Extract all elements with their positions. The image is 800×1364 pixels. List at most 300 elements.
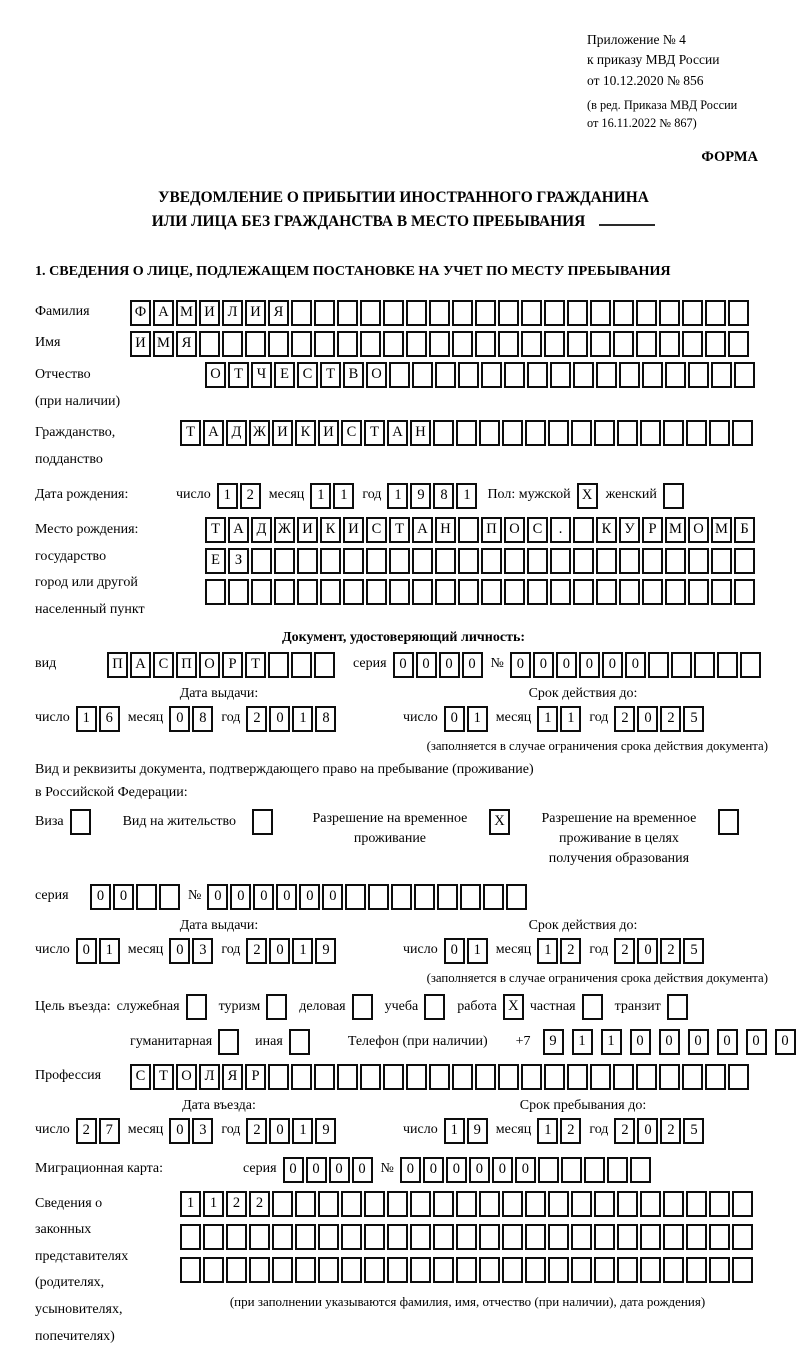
char-cell[interactable]: Д [251,517,272,543]
char-cell[interactable] [671,652,692,678]
char-cell[interactable]: 0 [269,1118,290,1144]
char-cell[interactable] [433,420,454,446]
char-cell[interactable] [272,1224,293,1250]
char-cell[interactable]: 5 [683,706,704,732]
char-cell[interactable] [412,579,433,605]
char-cell[interactable]: 0 [169,706,190,732]
char-cell[interactable] [345,884,366,910]
checkbox-residence-permit[interactable] [252,809,273,835]
char-cell[interactable] [571,1224,592,1250]
char-cell[interactable]: 0 [230,884,251,910]
char-cell[interactable]: . [550,517,571,543]
char-cell[interactable]: С [130,1064,151,1090]
char-cell[interactable] [617,1224,638,1250]
char-cell[interactable] [343,548,364,574]
char-cell[interactable]: О [176,1064,197,1090]
char-cell[interactable]: К [295,420,316,446]
char-cell[interactable]: К [596,517,617,543]
char-cell[interactable] [709,420,730,446]
char-cell[interactable] [481,362,502,388]
char-cell[interactable]: О [205,362,226,388]
char-cell[interactable] [433,1191,454,1217]
char-cell[interactable] [318,1224,339,1250]
char-cell[interactable]: 0 [322,884,343,910]
char-cell[interactable]: 0 [393,652,414,678]
char-cell[interactable] [548,1224,569,1250]
char-cell[interactable] [613,300,634,326]
char-cell[interactable]: 2 [614,938,635,964]
char-cell[interactable] [594,1257,615,1283]
char-cell[interactable] [180,1224,201,1250]
char-cell[interactable]: 8 [315,706,336,732]
char-cell[interactable]: Ф [130,300,151,326]
char-cell[interactable] [226,1224,247,1250]
char-cell[interactable] [479,1257,500,1283]
char-cell[interactable]: 2 [226,1191,247,1217]
char-cell[interactable] [435,548,456,574]
char-cell[interactable] [550,362,571,388]
char-cell[interactable]: 0 [269,938,290,964]
char-cell[interactable] [506,884,527,910]
char-cell[interactable] [665,548,686,574]
char-cell[interactable] [498,1064,519,1090]
char-cell[interactable] [366,579,387,605]
char-cell[interactable] [268,1064,289,1090]
char-cell[interactable]: Т [228,362,249,388]
char-cell[interactable]: 1 [180,1191,201,1217]
char-cell[interactable]: 0 [717,1029,738,1055]
char-cell[interactable] [688,548,709,574]
char-cell[interactable] [414,884,435,910]
char-cell[interactable] [567,300,588,326]
char-cell[interactable] [659,331,680,357]
char-cell[interactable] [596,362,617,388]
char-cell[interactable]: С [527,517,548,543]
char-cell[interactable] [502,1257,523,1283]
char-cell[interactable]: С [341,420,362,446]
char-cell[interactable] [452,331,473,357]
char-cell[interactable] [567,331,588,357]
char-cell[interactable]: Е [205,548,226,574]
char-cell[interactable] [663,1224,684,1250]
char-cell[interactable]: Я [176,331,197,357]
char-cell[interactable] [504,548,525,574]
char-cell[interactable]: М [176,300,197,326]
char-cell[interactable] [663,1191,684,1217]
char-cell[interactable] [548,1191,569,1217]
char-cell[interactable] [479,1191,500,1217]
char-cell[interactable] [383,331,404,357]
char-cell[interactable]: 0 [439,652,460,678]
char-cell[interactable] [728,300,749,326]
char-cell[interactable]: М [153,331,174,357]
char-cell[interactable] [389,362,410,388]
char-cell[interactable] [527,579,548,605]
char-cell[interactable] [571,420,592,446]
char-cell[interactable]: С [366,517,387,543]
char-cell[interactable] [318,1257,339,1283]
char-cell[interactable] [337,300,358,326]
char-cell[interactable] [383,1064,404,1090]
char-cell[interactable] [249,1257,270,1283]
char-cell[interactable]: 7 [99,1118,120,1144]
char-cell[interactable] [686,420,707,446]
char-cell[interactable] [203,1257,224,1283]
char-cell[interactable] [617,1191,638,1217]
char-cell[interactable] [460,884,481,910]
char-cell[interactable]: 1 [467,706,488,732]
char-cell[interactable] [251,548,272,574]
char-cell[interactable] [642,362,663,388]
char-cell[interactable] [636,300,657,326]
char-cell[interactable] [364,1224,385,1250]
char-cell[interactable]: 2 [249,1191,270,1217]
char-cell[interactable] [389,548,410,574]
char-cell[interactable] [521,300,542,326]
char-cell[interactable]: 0 [416,652,437,678]
char-cell[interactable]: М [665,517,686,543]
char-cell[interactable] [640,1224,661,1250]
char-cell[interactable] [387,1224,408,1250]
char-cell[interactable] [295,1257,316,1283]
char-cell[interactable]: 1 [217,483,238,509]
char-cell[interactable]: 0 [515,1157,536,1183]
char-cell[interactable] [550,579,571,605]
char-cell[interactable] [590,1064,611,1090]
char-cell[interactable] [571,1191,592,1217]
checkbox-visa[interactable] [70,809,91,835]
char-cell[interactable]: 9 [410,483,431,509]
char-cell[interactable]: 0 [329,1157,350,1183]
char-cell[interactable] [734,579,755,605]
char-cell[interactable] [732,1191,753,1217]
char-cell[interactable]: А [228,517,249,543]
char-cell[interactable]: А [203,420,224,446]
char-cell[interactable] [498,300,519,326]
char-cell[interactable]: 0 [630,1029,651,1055]
checkbox-female[interactable] [663,483,684,509]
char-cell[interactable]: И [318,420,339,446]
char-cell[interactable]: 9 [315,938,336,964]
char-cell[interactable]: 5 [683,1118,704,1144]
char-cell[interactable]: 0 [625,652,646,678]
char-cell[interactable]: 1 [456,483,477,509]
char-cell[interactable] [617,420,638,446]
char-cell[interactable] [682,300,703,326]
char-cell[interactable] [429,331,450,357]
char-cell[interactable] [364,1257,385,1283]
char-cell[interactable] [686,1224,707,1250]
checkbox-purpose-business[interactable] [352,994,373,1020]
char-cell[interactable] [596,548,617,574]
checkbox-purpose-work[interactable]: X [503,994,524,1020]
char-cell[interactable]: 1 [560,706,581,732]
char-cell[interactable] [274,579,295,605]
char-cell[interactable] [433,1224,454,1250]
char-cell[interactable]: Ж [274,517,295,543]
char-cell[interactable]: О [688,517,709,543]
char-cell[interactable] [291,300,312,326]
char-cell[interactable] [412,548,433,574]
char-cell[interactable] [686,1191,707,1217]
char-cell[interactable]: А [153,300,174,326]
char-cell[interactable] [682,331,703,357]
char-cell[interactable]: 1 [292,1118,313,1144]
char-cell[interactable] [642,579,663,605]
char-cell[interactable]: О [199,652,220,678]
char-cell[interactable] [479,1224,500,1250]
char-cell[interactable]: 1 [444,1118,465,1144]
char-cell[interactable] [665,362,686,388]
char-cell[interactable]: 3 [192,938,213,964]
char-cell[interactable] [688,579,709,605]
char-cell[interactable] [550,548,571,574]
char-cell[interactable] [406,1064,427,1090]
char-cell[interactable] [686,1257,707,1283]
char-cell[interactable] [502,1191,523,1217]
char-cell[interactable]: 0 [113,884,134,910]
char-cell[interactable] [406,331,427,357]
checkbox-purpose-transit[interactable] [667,994,688,1020]
char-cell[interactable] [709,1191,730,1217]
char-cell[interactable]: З [228,548,249,574]
char-cell[interactable]: 8 [433,483,454,509]
char-cell[interactable] [538,1157,559,1183]
char-cell[interactable] [525,1257,546,1283]
char-cell[interactable] [728,1064,749,1090]
char-cell[interactable]: 0 [207,884,228,910]
char-cell[interactable]: 2 [660,938,681,964]
char-cell[interactable] [521,331,542,357]
char-cell[interactable] [251,579,272,605]
char-cell[interactable] [636,331,657,357]
char-cell[interactable] [694,652,715,678]
char-cell[interactable]: Т [364,420,385,446]
char-cell[interactable] [364,1191,385,1217]
char-cell[interactable] [705,331,726,357]
char-cell[interactable]: 0 [637,938,658,964]
char-cell[interactable] [732,1257,753,1283]
char-cell[interactable]: У [619,517,640,543]
char-cell[interactable]: 0 [775,1029,796,1055]
char-cell[interactable] [527,362,548,388]
char-cell[interactable] [594,1224,615,1250]
checkbox-purpose-private[interactable] [582,994,603,1020]
char-cell[interactable] [728,331,749,357]
char-cell[interactable]: 2 [560,938,581,964]
char-cell[interactable]: А [387,420,408,446]
char-cell[interactable]: 1 [292,938,313,964]
char-cell[interactable]: 0 [423,1157,444,1183]
char-cell[interactable]: 9 [315,1118,336,1144]
char-cell[interactable]: 0 [400,1157,421,1183]
char-cell[interactable]: 0 [579,652,600,678]
char-cell[interactable]: 1 [572,1029,593,1055]
char-cell[interactable] [272,1257,293,1283]
char-cell[interactable]: 1 [292,706,313,732]
char-cell[interactable] [479,420,500,446]
char-cell[interactable]: 5 [683,938,704,964]
char-cell[interactable] [481,579,502,605]
char-cell[interactable] [613,1064,634,1090]
char-cell[interactable]: О [366,362,387,388]
char-cell[interactable] [504,579,525,605]
char-cell[interactable] [498,331,519,357]
char-cell[interactable] [291,652,312,678]
char-cell[interactable] [360,331,381,357]
char-cell[interactable] [619,579,640,605]
char-cell[interactable]: Ч [251,362,272,388]
char-cell[interactable]: Т [205,517,226,543]
char-cell[interactable]: 2 [614,706,635,732]
char-cell[interactable] [274,548,295,574]
char-cell[interactable] [314,331,335,357]
char-cell[interactable]: 1 [537,938,558,964]
char-cell[interactable] [525,1224,546,1250]
char-cell[interactable] [659,300,680,326]
char-cell[interactable] [502,420,523,446]
char-cell[interactable] [245,331,266,357]
char-cell[interactable] [734,362,755,388]
char-cell[interactable] [682,1064,703,1090]
char-cell[interactable]: 8 [192,706,213,732]
char-cell[interactable]: 1 [310,483,331,509]
char-cell[interactable]: 0 [90,884,111,910]
char-cell[interactable]: Я [222,1064,243,1090]
char-cell[interactable]: 2 [660,1118,681,1144]
char-cell[interactable] [732,1224,753,1250]
char-cell[interactable]: А [412,517,433,543]
char-cell[interactable] [437,884,458,910]
char-cell[interactable] [314,300,335,326]
char-cell[interactable] [205,579,226,605]
char-cell[interactable]: Т [180,420,201,446]
char-cell[interactable]: Р [222,652,243,678]
char-cell[interactable] [456,1224,477,1250]
char-cell[interactable] [636,1064,657,1090]
char-cell[interactable] [199,331,220,357]
char-cell[interactable]: 0 [169,1118,190,1144]
char-cell[interactable] [584,1157,605,1183]
char-cell[interactable] [391,884,412,910]
char-cell[interactable]: О [504,517,525,543]
char-cell[interactable]: 1 [537,1118,558,1144]
char-cell[interactable]: 2 [246,1118,267,1144]
char-cell[interactable]: В [343,362,364,388]
char-cell[interactable]: И [130,331,151,357]
char-cell[interactable]: Л [222,300,243,326]
char-cell[interactable]: 0 [444,938,465,964]
char-cell[interactable]: А [130,652,151,678]
char-cell[interactable]: 0 [637,706,658,732]
char-cell[interactable] [272,1191,293,1217]
char-cell[interactable]: Р [245,1064,266,1090]
char-cell[interactable]: 9 [543,1029,564,1055]
char-cell[interactable] [475,331,496,357]
char-cell[interactable] [688,362,709,388]
char-cell[interactable]: 0 [556,652,577,678]
char-cell[interactable]: 0 [444,706,465,732]
char-cell[interactable]: Б [734,517,755,543]
char-cell[interactable]: 0 [283,1157,304,1183]
char-cell[interactable] [573,517,594,543]
char-cell[interactable] [180,1257,201,1283]
char-cell[interactable]: 0 [352,1157,373,1183]
char-cell[interactable] [228,579,249,605]
char-cell[interactable] [341,1224,362,1250]
char-cell[interactable] [337,1064,358,1090]
char-cell[interactable]: Л [199,1064,220,1090]
char-cell[interactable]: 0 [492,1157,513,1183]
char-cell[interactable] [732,420,753,446]
char-cell[interactable] [410,1191,431,1217]
char-cell[interactable] [642,548,663,574]
char-cell[interactable]: Т [245,652,266,678]
char-cell[interactable]: 0 [299,884,320,910]
char-cell[interactable]: И [199,300,220,326]
char-cell[interactable] [481,548,502,574]
char-cell[interactable] [640,1191,661,1217]
char-cell[interactable] [429,300,450,326]
char-cell[interactable] [705,1064,726,1090]
char-cell[interactable] [527,548,548,574]
char-cell[interactable]: 0 [276,884,297,910]
checkbox-purpose-official[interactable] [186,994,207,1020]
char-cell[interactable] [429,1064,450,1090]
char-cell[interactable]: 0 [462,652,483,678]
char-cell[interactable] [383,300,404,326]
char-cell[interactable]: 2 [240,483,261,509]
char-cell[interactable] [740,652,761,678]
char-cell[interactable] [387,1257,408,1283]
char-cell[interactable]: С [153,652,174,678]
char-cell[interactable]: 1 [537,706,558,732]
char-cell[interactable]: Т [320,362,341,388]
char-cell[interactable] [475,300,496,326]
char-cell[interactable] [548,1257,569,1283]
char-cell[interactable] [663,1257,684,1283]
char-cell[interactable]: 2 [614,1118,635,1144]
char-cell[interactable] [640,1257,661,1283]
char-cell[interactable]: 9 [467,1118,488,1144]
char-cell[interactable] [619,362,640,388]
char-cell[interactable] [475,1064,496,1090]
char-cell[interactable] [640,420,661,446]
char-cell[interactable] [665,579,686,605]
char-cell[interactable] [573,362,594,388]
char-cell[interactable] [567,1064,588,1090]
char-cell[interactable] [573,548,594,574]
char-cell[interactable]: К [320,517,341,543]
char-cell[interactable] [594,420,615,446]
char-cell[interactable]: 0 [469,1157,490,1183]
char-cell[interactable] [389,579,410,605]
char-cell[interactable]: И [343,517,364,543]
char-cell[interactable] [314,652,335,678]
char-cell[interactable]: Д [226,420,247,446]
char-cell[interactable] [412,362,433,388]
char-cell[interactable] [483,884,504,910]
char-cell[interactable]: М [711,517,732,543]
char-cell[interactable] [594,1191,615,1217]
char-cell[interactable] [226,1257,247,1283]
char-cell[interactable] [456,420,477,446]
char-cell[interactable] [268,652,289,678]
char-cell[interactable] [341,1257,362,1283]
char-cell[interactable] [297,579,318,605]
char-cell[interactable]: Н [435,517,456,543]
char-cell[interactable] [343,579,364,605]
